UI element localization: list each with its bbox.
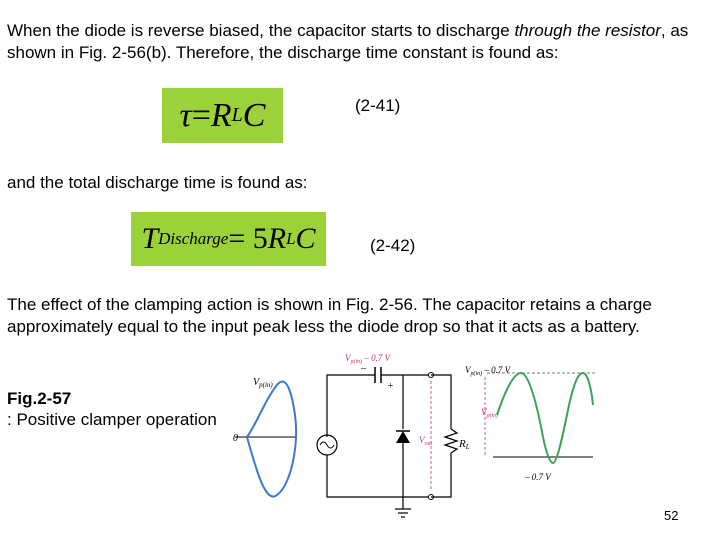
eq-tau: τ — [179, 96, 192, 134]
input-zero-label: 0 — [233, 433, 238, 444]
caption-figure-id: Fig.2-57 — [7, 389, 72, 408]
eq-c: C — [242, 96, 266, 134]
diode-icon — [396, 431, 410, 443]
vin-label: $V_{p(in)}$ — [253, 377, 273, 389]
cap-minus: – — [361, 363, 366, 374]
wire-bottom — [327, 455, 431, 497]
eq-equals: = — [191, 96, 211, 134]
output-vpp-label: $V_{p(in)}$ — [481, 407, 499, 419]
output-waveform — [497, 373, 593, 463]
rl-label: RL — [459, 438, 470, 451]
paragraph-italic-text: through the resistor — [514, 21, 661, 40]
figure-caption — [7, 388, 217, 430]
wire-top-left — [327, 375, 375, 437]
eq-r-subscript: L — [286, 229, 296, 248]
paragraph-discharge-intro — [7, 20, 719, 64]
clamper-figure — [225, 345, 645, 525]
eq-t-subscript: Discharge — [158, 229, 229, 248]
eq-r-subscript: L — [231, 104, 243, 126]
page-number: 52 — [664, 508, 679, 523]
equation-number-242: (2-42) — [370, 236, 416, 255]
eq-r: R — [267, 222, 287, 255]
paragraph-text: When the diode is reverse biased, the capacitor starts to discharge — [7, 21, 515, 40]
output-bottom-label: – 0.7 V — [525, 472, 551, 482]
eq-t: T — [141, 222, 159, 255]
vout-label: $V_{out}$ — [419, 435, 433, 447]
eq-r: R — [210, 96, 232, 134]
paragraph-clamping-effect: The effect of the clamping action is shown in Fig. 2-56. The capacitor retains a charge approximately equal to the input peak less the diode drop so that it acts as a battery. — [7, 295, 652, 336]
equation-number-241: (2-41) — [355, 96, 401, 115]
caption-text: : Positive clamper operation — [7, 410, 217, 429]
cap-voltage-label: $V_{p(in)} - 0.7$ V — [345, 353, 391, 365]
equation-discharge-time — [131, 212, 326, 266]
input-waveform — [247, 382, 296, 497]
rl-wire-bottom — [431, 453, 451, 497]
output-top-label: $V_{p(in)} - 0.7$ V — [465, 365, 511, 377]
rl-wire-top — [431, 375, 451, 429]
paragraph-text: , as shown in Fig. 2-56(b). Therefore, the discharge time constant is found as: — [7, 21, 689, 62]
resistor-icon — [445, 429, 457, 453]
eq-c: C — [295, 222, 316, 255]
cap-plus: + — [387, 381, 394, 392]
paragraph-total-discharge: and the total discharge time is found as: — [7, 173, 308, 192]
ac-source-symbol — [320, 442, 334, 448]
eq-equals-five: = 5 — [228, 222, 268, 255]
equation-time-constant — [162, 88, 283, 143]
